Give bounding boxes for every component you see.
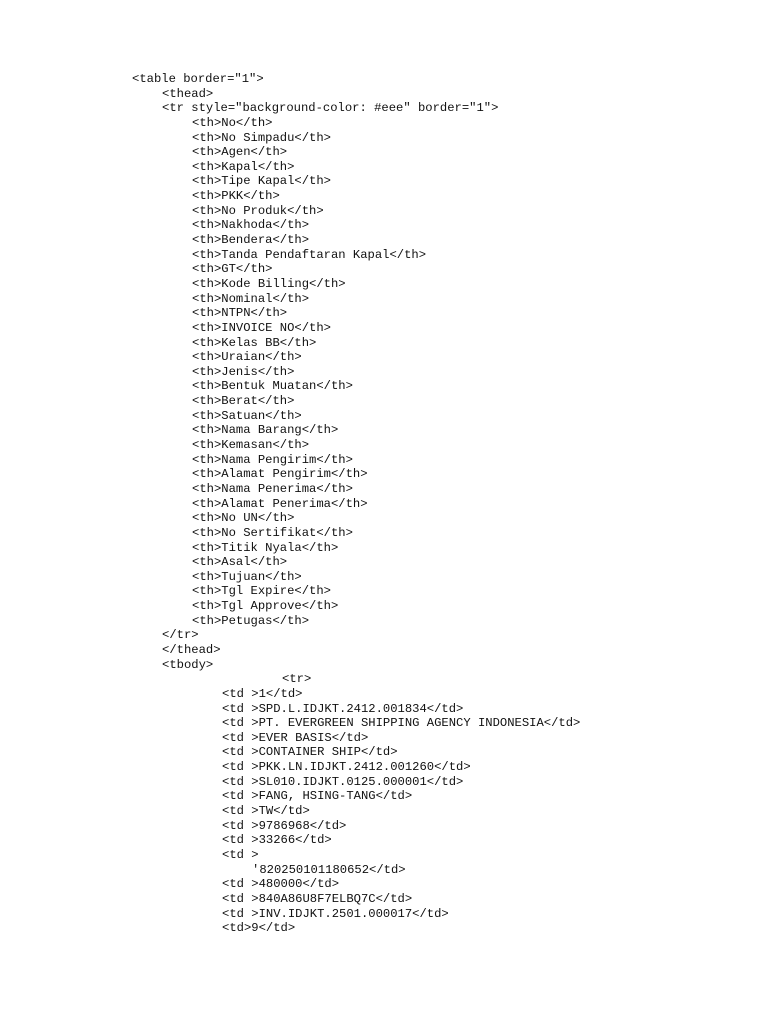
code-line: <th>NTPN</th> <box>192 306 288 321</box>
code-line: <td >SPD.L.IDJKT.2412.001834</td> <box>222 701 464 716</box>
code-line: <th>INVOICE NO</th> <box>192 320 331 335</box>
code-line: <td >TW</td> <box>222 804 310 819</box>
code-line: <th>Jenis</th> <box>192 364 295 379</box>
code-line: <th>Tipe Kapal</th> <box>192 174 331 189</box>
code-line: <tbody> <box>162 657 214 672</box>
code-line: <th>No UN</th> <box>192 511 295 526</box>
code-line: <td >480000</td> <box>222 877 340 892</box>
code-line: <th>Petugas</th> <box>192 613 310 628</box>
code-line: <th>Nakhoda</th> <box>192 218 310 233</box>
code-line: <td >CONTAINER SHIP</td> <box>222 745 398 760</box>
code-line: <td >FANG, HSING-TANG</td> <box>222 789 413 804</box>
code-line: <th>No Produk</th> <box>192 203 324 218</box>
code-line: <td >9786968</td> <box>222 818 347 833</box>
code-line: <th>Tujuan</th> <box>192 569 302 584</box>
code-line: <td >840A86U8F7ELBQ7C</td> <box>222 891 413 906</box>
code-line: <td>9</td> <box>222 921 296 936</box>
code-line: <th>No Sertifikat</th> <box>192 525 353 540</box>
code-line: <th>Bendera</th> <box>192 233 310 248</box>
code-line: <th>PKK</th> <box>192 189 280 204</box>
code-line: <td >PT. EVERGREEN SHIPPING AGENCY INDONESIA</td> <box>222 716 581 731</box>
code-line: <th>GT</th> <box>192 262 273 277</box>
code-line: <th>Nama Pengirim</th> <box>192 452 353 467</box>
code-line: <td >33266</td> <box>222 833 332 848</box>
code-line: <th>Kemasan</th> <box>192 438 310 453</box>
code-line: <th>Nama Barang</th> <box>192 423 339 438</box>
code-line: <thead> <box>162 86 214 101</box>
code-line: <th>Alamat Pengirim</th> <box>192 467 368 482</box>
code-line: '820250101180652</td> <box>252 862 406 877</box>
code-line: <td >SL010.IDJKT.0125.000001</td> <box>222 774 464 789</box>
html-source-listing <box>0 72 768 936</box>
code-line: <th>Titik Nyala</th> <box>192 540 339 555</box>
code-line: <th>No Simpadu</th> <box>192 130 331 145</box>
code-line: <th>Tgl Approve</th> <box>192 599 339 614</box>
code-line: <th>Agen</th> <box>192 145 288 160</box>
code-line: <tr> <box>282 672 312 687</box>
code-line: <th>Alamat Penerima</th> <box>192 496 368 511</box>
code-line: <tr style="background-color: #eee" border="1"> <box>162 101 499 116</box>
code-line: <th>Asal</th> <box>192 555 288 570</box>
code-line: <td > <box>222 847 259 862</box>
code-line: <th>Nama Penerima</th> <box>192 481 353 496</box>
code-line: </tr> <box>162 628 199 643</box>
code-line: <th>Bentuk Muatan</th> <box>192 379 353 394</box>
code-line: <td >INV.IDJKT.2501.000017</td> <box>222 906 449 921</box>
code-line: <th>Kode Billing</th> <box>192 276 346 291</box>
code-line: <th>Kelas BB</th> <box>192 335 317 350</box>
code-line: <th>Tanda Pendaftaran Kapal</th> <box>192 247 427 262</box>
code-line: <table border="1"> <box>132 72 264 86</box>
code-line: <td >PKK.LN.IDJKT.2412.001260</td> <box>222 760 471 775</box>
code-line: <th>Satuan</th> <box>192 408 302 423</box>
code-line: <td >EVER BASIS</td> <box>222 730 369 745</box>
code-line: <th>Tgl Expire</th> <box>192 584 331 599</box>
code-line: </thead> <box>162 642 221 657</box>
code-line: <th>Berat</th> <box>192 394 295 409</box>
code-line: <th>No</th> <box>192 115 273 130</box>
code-line: <th>Nominal</th> <box>192 291 310 306</box>
code-line: <th>Kapal</th> <box>192 159 295 174</box>
code-line: <th>Uraian</th> <box>192 350 302 365</box>
code-line: <td >1</td> <box>222 686 303 701</box>
